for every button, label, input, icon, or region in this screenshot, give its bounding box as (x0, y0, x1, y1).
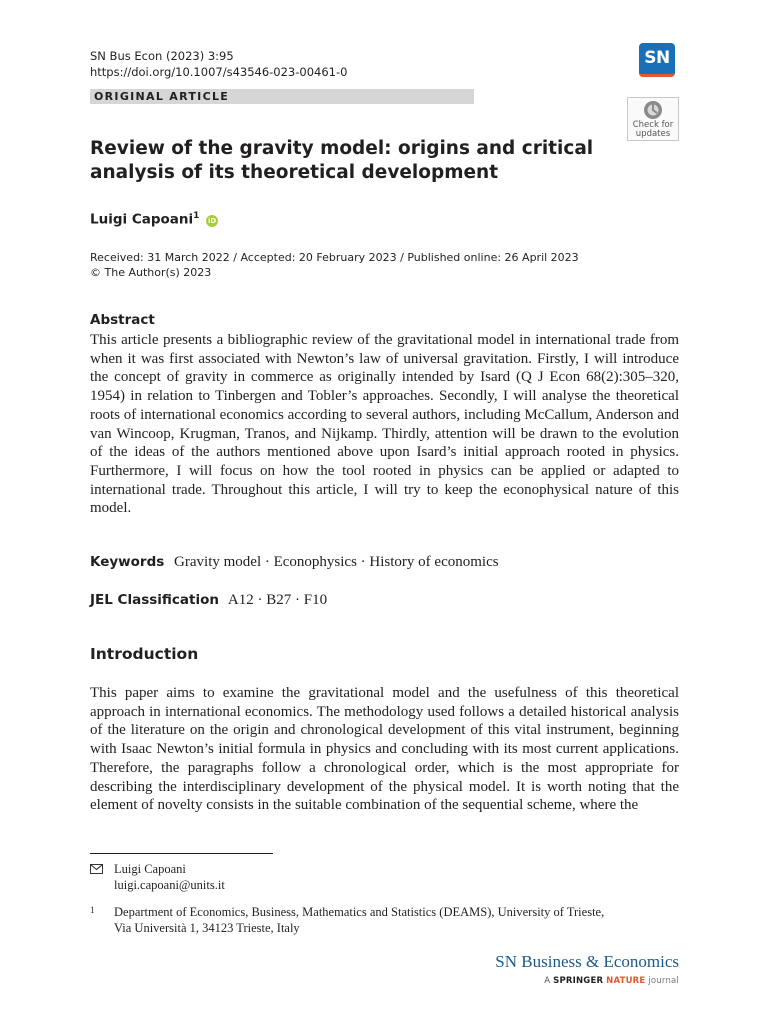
jel-label: JEL Classification (90, 592, 219, 608)
footer-publisher-line (544, 975, 679, 987)
publication-dates (90, 250, 650, 280)
affiliation-text: Department of Economics, Business, Mathematics and Statistics (DEAMS), University of Trieste, Via Università 1, 34123 Trieste, Italy (114, 905, 605, 935)
corresponding-author-contact (90, 861, 225, 893)
publisher-a: A (544, 976, 551, 986)
contact-name: Luigi Capoani (114, 862, 186, 876)
article-type-label: ORIGINAL ARTICLE (90, 89, 474, 104)
abstract-text: This article presents a bibliographic review of the gravitational model in international trade from when it was first associated with Newton’s law of universal gravitation. Firstly, I will introduce the concept of gravity in commerce as originally intended by Isard (Q J Econ 68(2):305–320, 1954) in relation to Tinbergen and Tobler’s approaches. Secondly, I will analyse the theoretical roots of international economics according to several authors, including McCallum, Anderson and van Wincoop, Krugman, Tranos, and Nijkamp. Thirdly, attention will be drawn to the evolution of the ideas of the authors mentioned above upon Isard’s initial approach rooted in physics. Furthermore, I will focus on how the tool rooted in physics can be applied or adapted to international trade. Throughout this article, I will try to keep the econophysical nature of this model. (90, 332, 679, 517)
jel-codes: A12 · B27 · F10 (227, 592, 328, 608)
introduction-heading: Introduction (90, 645, 199, 663)
introduction-text: This paper aims to examine the gravitational model and the usefulness of this theoretical approach in international economics. The methodology used follows a detailed historical analysis of the literature on the origin and chronological development of this vital instrument, beginning with Isaac Newton’s initial formula in physics and concluding with its most current applications. Therefore, the paragraphs follow a chronological order, which is the most appropriate for describing the interdisciplinary development of the physical model. It is worth noting that the element of novelty consists in the suitable combination of the sequential scheme, where the (90, 685, 679, 814)
author-name[interactable]: Luigi Capoani (90, 211, 194, 228)
copyright-line: © The Author(s) 2023 (90, 266, 212, 279)
check-for-updates-icon (642, 100, 664, 120)
check-for-updates-badge[interactable] (627, 97, 679, 141)
envelope-icon (90, 864, 103, 874)
footer-journal-name: SN Business & Economics (495, 952, 679, 971)
affiliation-number: 1 (90, 905, 95, 915)
affiliation-footnote (90, 904, 610, 936)
check-updates-line1: Check for (632, 120, 674, 130)
author-line (90, 207, 218, 229)
footnote-divider (90, 853, 273, 854)
publisher-springer: SPRINGER (553, 976, 604, 986)
journal-reference (90, 48, 347, 80)
journal-citation: SN Bus Econ (2023) 3:95 (90, 49, 234, 63)
orcid-icon[interactable]: iD (208, 216, 217, 225)
article-title: Review of the gravity model: origins and critical analysis of its theoretical development (90, 138, 594, 183)
keywords-label: Keywords (90, 554, 165, 570)
contact-email[interactable]: luigi.capoani@units.it (114, 878, 225, 892)
check-updates-line2: updates (635, 128, 671, 139)
publisher-journal: journal (648, 976, 679, 986)
sn-journal-logo: SN (639, 43, 675, 77)
doi-link[interactable]: https://doi.org/10.1007/s43546-023-00461-0 (90, 65, 348, 79)
keywords-text: Gravity model · Econophysics · History of economics (174, 554, 499, 570)
abstract-heading: Abstract (90, 312, 155, 328)
dates-line: Received: 31 March 2022 / Accepted: 20 February 2023 / Published online: 26 April 2023 (90, 251, 579, 264)
keywords-line (90, 553, 499, 571)
author-affiliation-marker: 1 (193, 211, 200, 221)
jel-classification-line (90, 591, 327, 609)
publisher-nature: NATURE (606, 976, 646, 986)
